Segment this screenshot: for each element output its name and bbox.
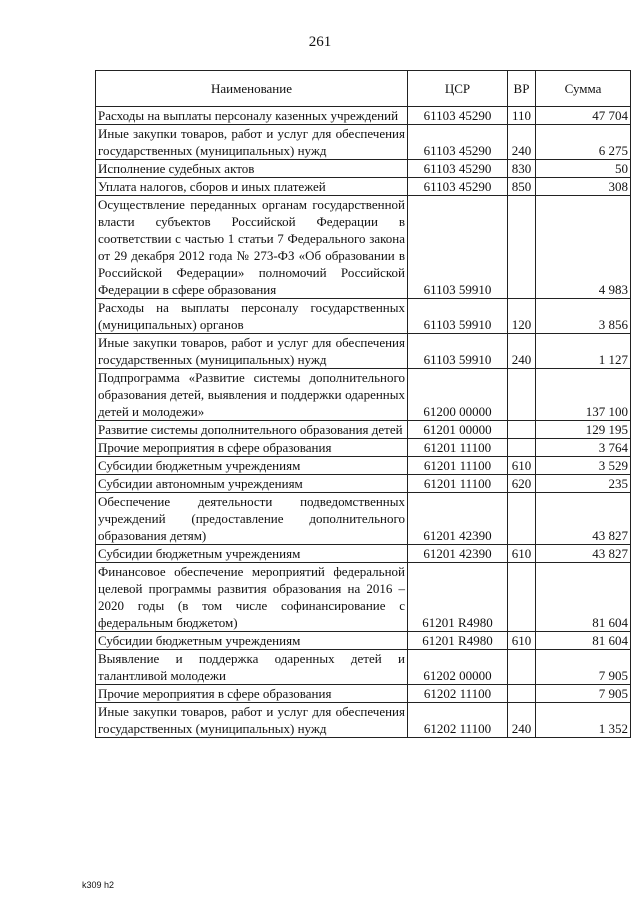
row-vr: 610 (508, 545, 536, 563)
row-sum: 6 275 (536, 125, 631, 160)
header-csr: ЦСР (408, 71, 508, 107)
footer-code: k309 h2 (82, 880, 115, 890)
row-csr: 61103 59910 (408, 299, 508, 334)
row-csr: 61202 11100 (408, 703, 508, 738)
row-csr: 61201 11100 (408, 439, 508, 457)
row-sum: 308 (536, 178, 631, 196)
row-csr: 61201 11100 (408, 475, 508, 493)
row-vr: 850 (508, 178, 536, 196)
row-sum: 1 127 (536, 334, 631, 369)
row-name: Уплата налогов, сборов и иных платежей (96, 178, 408, 196)
row-vr (508, 650, 536, 685)
table-row (96, 650, 631, 685)
row-csr: 61202 11100 (408, 685, 508, 703)
row-vr: 830 (508, 160, 536, 178)
row-name: Субсидии бюджетным учреждениям (96, 457, 408, 475)
row-sum: 81 604 (536, 632, 631, 650)
table-row (96, 685, 631, 703)
table-row (96, 196, 631, 299)
row-sum: 129 195 (536, 421, 631, 439)
row-name: Прочие мероприятия в сфере образования (96, 439, 408, 457)
row-name: Иные закупки товаров, работ и услуг для обеспечения государственных (муниципальных) нужд (96, 125, 408, 160)
row-csr: 61103 45290 (408, 107, 508, 125)
row-sum: 43 827 (536, 545, 631, 563)
table-row (96, 457, 631, 475)
row-sum: 47 704 (536, 107, 631, 125)
row-name: Выявление и поддержка одаренных детей и талантливой молодежи (96, 650, 408, 685)
row-vr: 120 (508, 299, 536, 334)
row-csr: 61201 R4980 (408, 632, 508, 650)
header-name: Наименование (96, 71, 408, 107)
row-name: Обеспечение деятельности подведомственных учреждений (предоставление дополнительного образования детям) (96, 493, 408, 545)
row-csr: 61201 11100 (408, 457, 508, 475)
row-name: Субсидии бюджетным учреждениям (96, 545, 408, 563)
row-sum: 7 905 (536, 685, 631, 703)
row-csr: 61202 00000 (408, 650, 508, 685)
row-csr: 61103 59910 (408, 196, 508, 299)
row-sum: 50 (536, 160, 631, 178)
row-vr (508, 439, 536, 457)
table-row (96, 299, 631, 334)
row-vr: 610 (508, 457, 536, 475)
row-sum: 4 983 (536, 196, 631, 299)
table-row (96, 439, 631, 457)
table-row (96, 125, 631, 160)
table-row (96, 475, 631, 493)
row-vr (508, 685, 536, 703)
table-row (96, 421, 631, 439)
row-csr: 61201 R4980 (408, 563, 508, 632)
row-vr (508, 563, 536, 632)
row-name: Субсидии бюджетным учреждениям (96, 632, 408, 650)
table-row (96, 160, 631, 178)
row-sum: 235 (536, 475, 631, 493)
row-csr: 61201 42390 (408, 545, 508, 563)
row-sum: 137 100 (536, 369, 631, 421)
row-sum: 7 905 (536, 650, 631, 685)
row-name: Иные закупки товаров, работ и услуг для обеспечения государственных (муниципальных) нужд (96, 703, 408, 738)
table-row (96, 493, 631, 545)
row-name: Исполнение судебных актов (96, 160, 408, 178)
row-csr: 61103 59910 (408, 334, 508, 369)
table-row (96, 632, 631, 650)
row-sum: 3 856 (536, 299, 631, 334)
row-vr: 610 (508, 632, 536, 650)
row-vr (508, 369, 536, 421)
row-sum: 81 604 (536, 563, 631, 632)
row-vr (508, 493, 536, 545)
page-number: 261 (308, 34, 332, 50)
row-sum: 3 529 (536, 457, 631, 475)
row-csr: 61103 45290 (408, 125, 508, 160)
row-csr: 61201 00000 (408, 421, 508, 439)
table-row (96, 545, 631, 563)
row-vr (508, 196, 536, 299)
table-header-row (96, 71, 631, 107)
row-vr: 240 (508, 125, 536, 160)
header-sum: Сумма (536, 71, 631, 107)
row-vr: 240 (508, 703, 536, 738)
row-name: Подпрограмма «Развитие системы дополнительного образования детей, выявления и поддержки одаренных детей и молодежи» (96, 369, 408, 421)
row-vr: 110 (508, 107, 536, 125)
row-sum: 1 352 (536, 703, 631, 738)
row-csr: 61201 42390 (408, 493, 508, 545)
row-sum: 3 764 (536, 439, 631, 457)
row-name: Расходы на выплаты персоналу казенных учреждений (96, 107, 408, 125)
budget-table (95, 70, 631, 738)
row-name: Иные закупки товаров, работ и услуг для обеспечения государственных (муниципальных) нужд (96, 334, 408, 369)
row-csr: 61200 00000 (408, 369, 508, 421)
header-vr: ВР (508, 71, 536, 107)
row-vr (508, 421, 536, 439)
row-vr: 620 (508, 475, 536, 493)
row-name: Финансовое обеспечение мероприятий федеральной целевой программы развития образования на 2016 – 2020 годы (в том числе софинансирование с федеральным бюджетом) (96, 563, 408, 632)
row-name: Прочие мероприятия в сфере образования (96, 685, 408, 703)
row-vr: 240 (508, 334, 536, 369)
row-name: Расходы на выплаты персоналу государственных (муниципальных) органов (96, 299, 408, 334)
table-row (96, 563, 631, 632)
row-csr: 61103 45290 (408, 178, 508, 196)
table-row (96, 369, 631, 421)
table-row (96, 178, 631, 196)
row-sum: 43 827 (536, 493, 631, 545)
row-name: Развитие системы дополнительного образования детей (96, 421, 408, 439)
table-row (96, 334, 631, 369)
table-row (96, 107, 631, 125)
row-name: Осуществление переданных органам государственной власти субъектов Российской Федерации в соответствии с частью 1 статьи 7 Федерального закона от 29 декабря 2012 года № 273-ФЗ «Об образовании в Российской Федерации» полномочий Российской Федерации в сфере образования (96, 196, 408, 299)
table-row (96, 703, 631, 738)
row-csr: 61103 45290 (408, 160, 508, 178)
row-name: Субсидии автономным учреждениям (96, 475, 408, 493)
